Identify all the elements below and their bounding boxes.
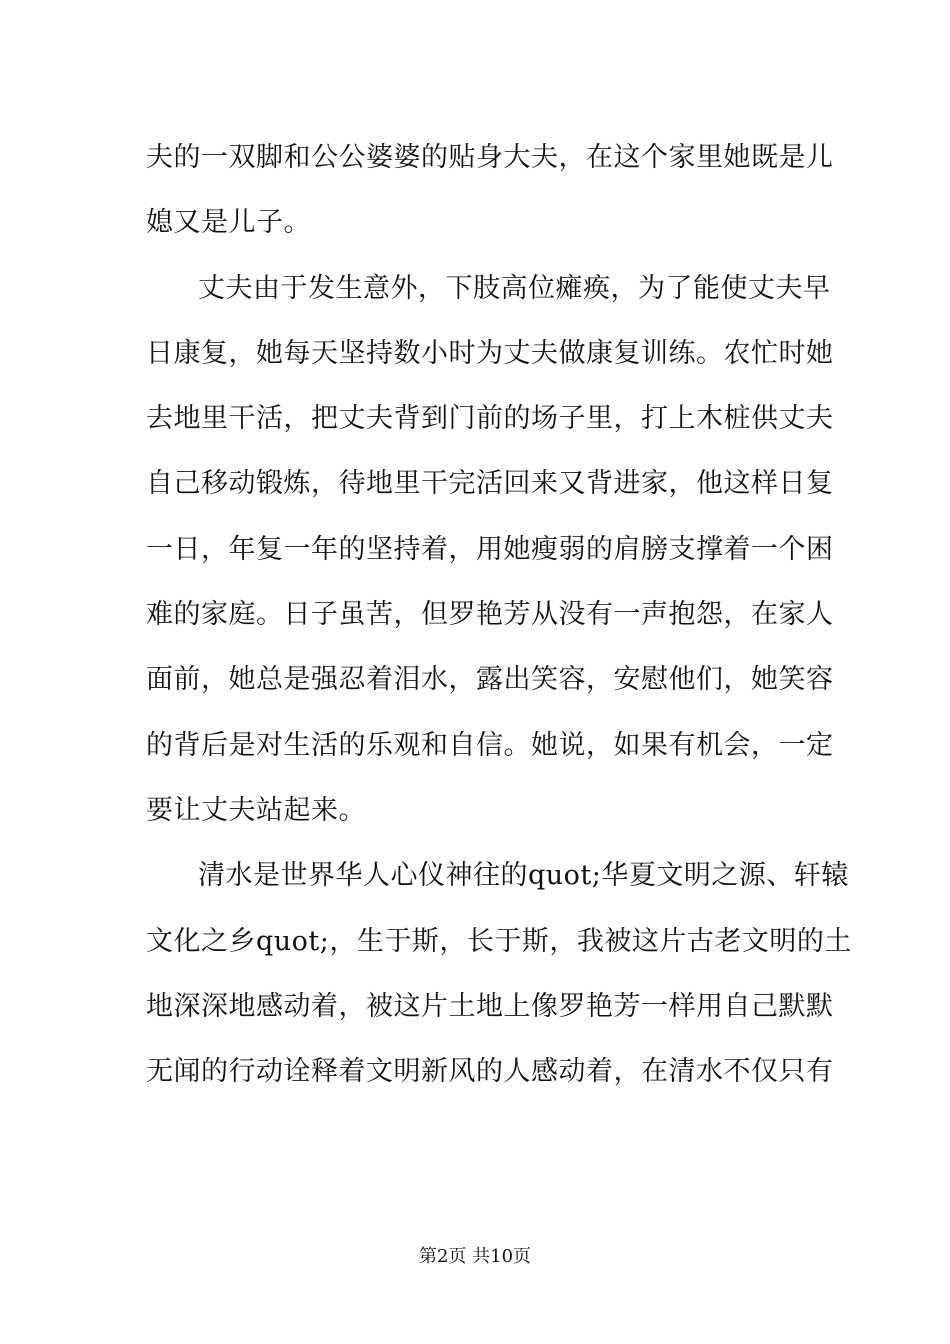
- text-line: 日康复，她每天坚持数小时为丈夫做康复训练。农忙时她: [146, 337, 834, 369]
- text-line: 文化之乡quot;，生于斯，长于斯，我被这片古老文明的土: [146, 925, 852, 957]
- document-body: [146, 131, 852, 1110]
- text-line: 去地里干活，把丈夫背到门前的场子里，打上木桩供丈夫: [146, 403, 834, 435]
- text-line: 自己移动锻炼，待地里干完活回来又背进家，他这样日复: [146, 468, 834, 500]
- text-line: 地深深地感动着，被这片土地上像罗艳芳一样用自己默默: [146, 990, 834, 1022]
- text-line: 一日，年复一年的坚持着，用她瘦弱的肩膀支撑着一个困: [146, 533, 834, 565]
- text-line: 难的家庭。日子虽苦，但罗艳芳从没有一声抱怨，在家人: [146, 599, 834, 631]
- text-line: 要让丈夫站起来。: [146, 794, 366, 826]
- page-footer: 第2页 共10页: [418, 1246, 532, 1267]
- text-line: 媳又是儿子。: [146, 207, 311, 239]
- text-line: 夫的一双脚和公公婆婆的贴身大夫，在这个家里她既是儿: [146, 142, 834, 173]
- text-line: 的背后是对生活的乐观和自信。她说，如果有机会，一定: [146, 729, 834, 761]
- text-line: 无闻的行动诠释着文明新风的人感动着，在清水不仅只有: [146, 1056, 834, 1088]
- text-line: 清水是世界华人心仪神往的quot;华夏文明之源、轩辕: [198, 860, 849, 892]
- text-line: 丈夫由于发生意外，下肢高位瘫痪，为了能使丈夫早: [198, 272, 831, 304]
- text-line: 面前，她总是强忍着泪水，露出笑容，安慰他们，她笑容: [146, 664, 834, 696]
